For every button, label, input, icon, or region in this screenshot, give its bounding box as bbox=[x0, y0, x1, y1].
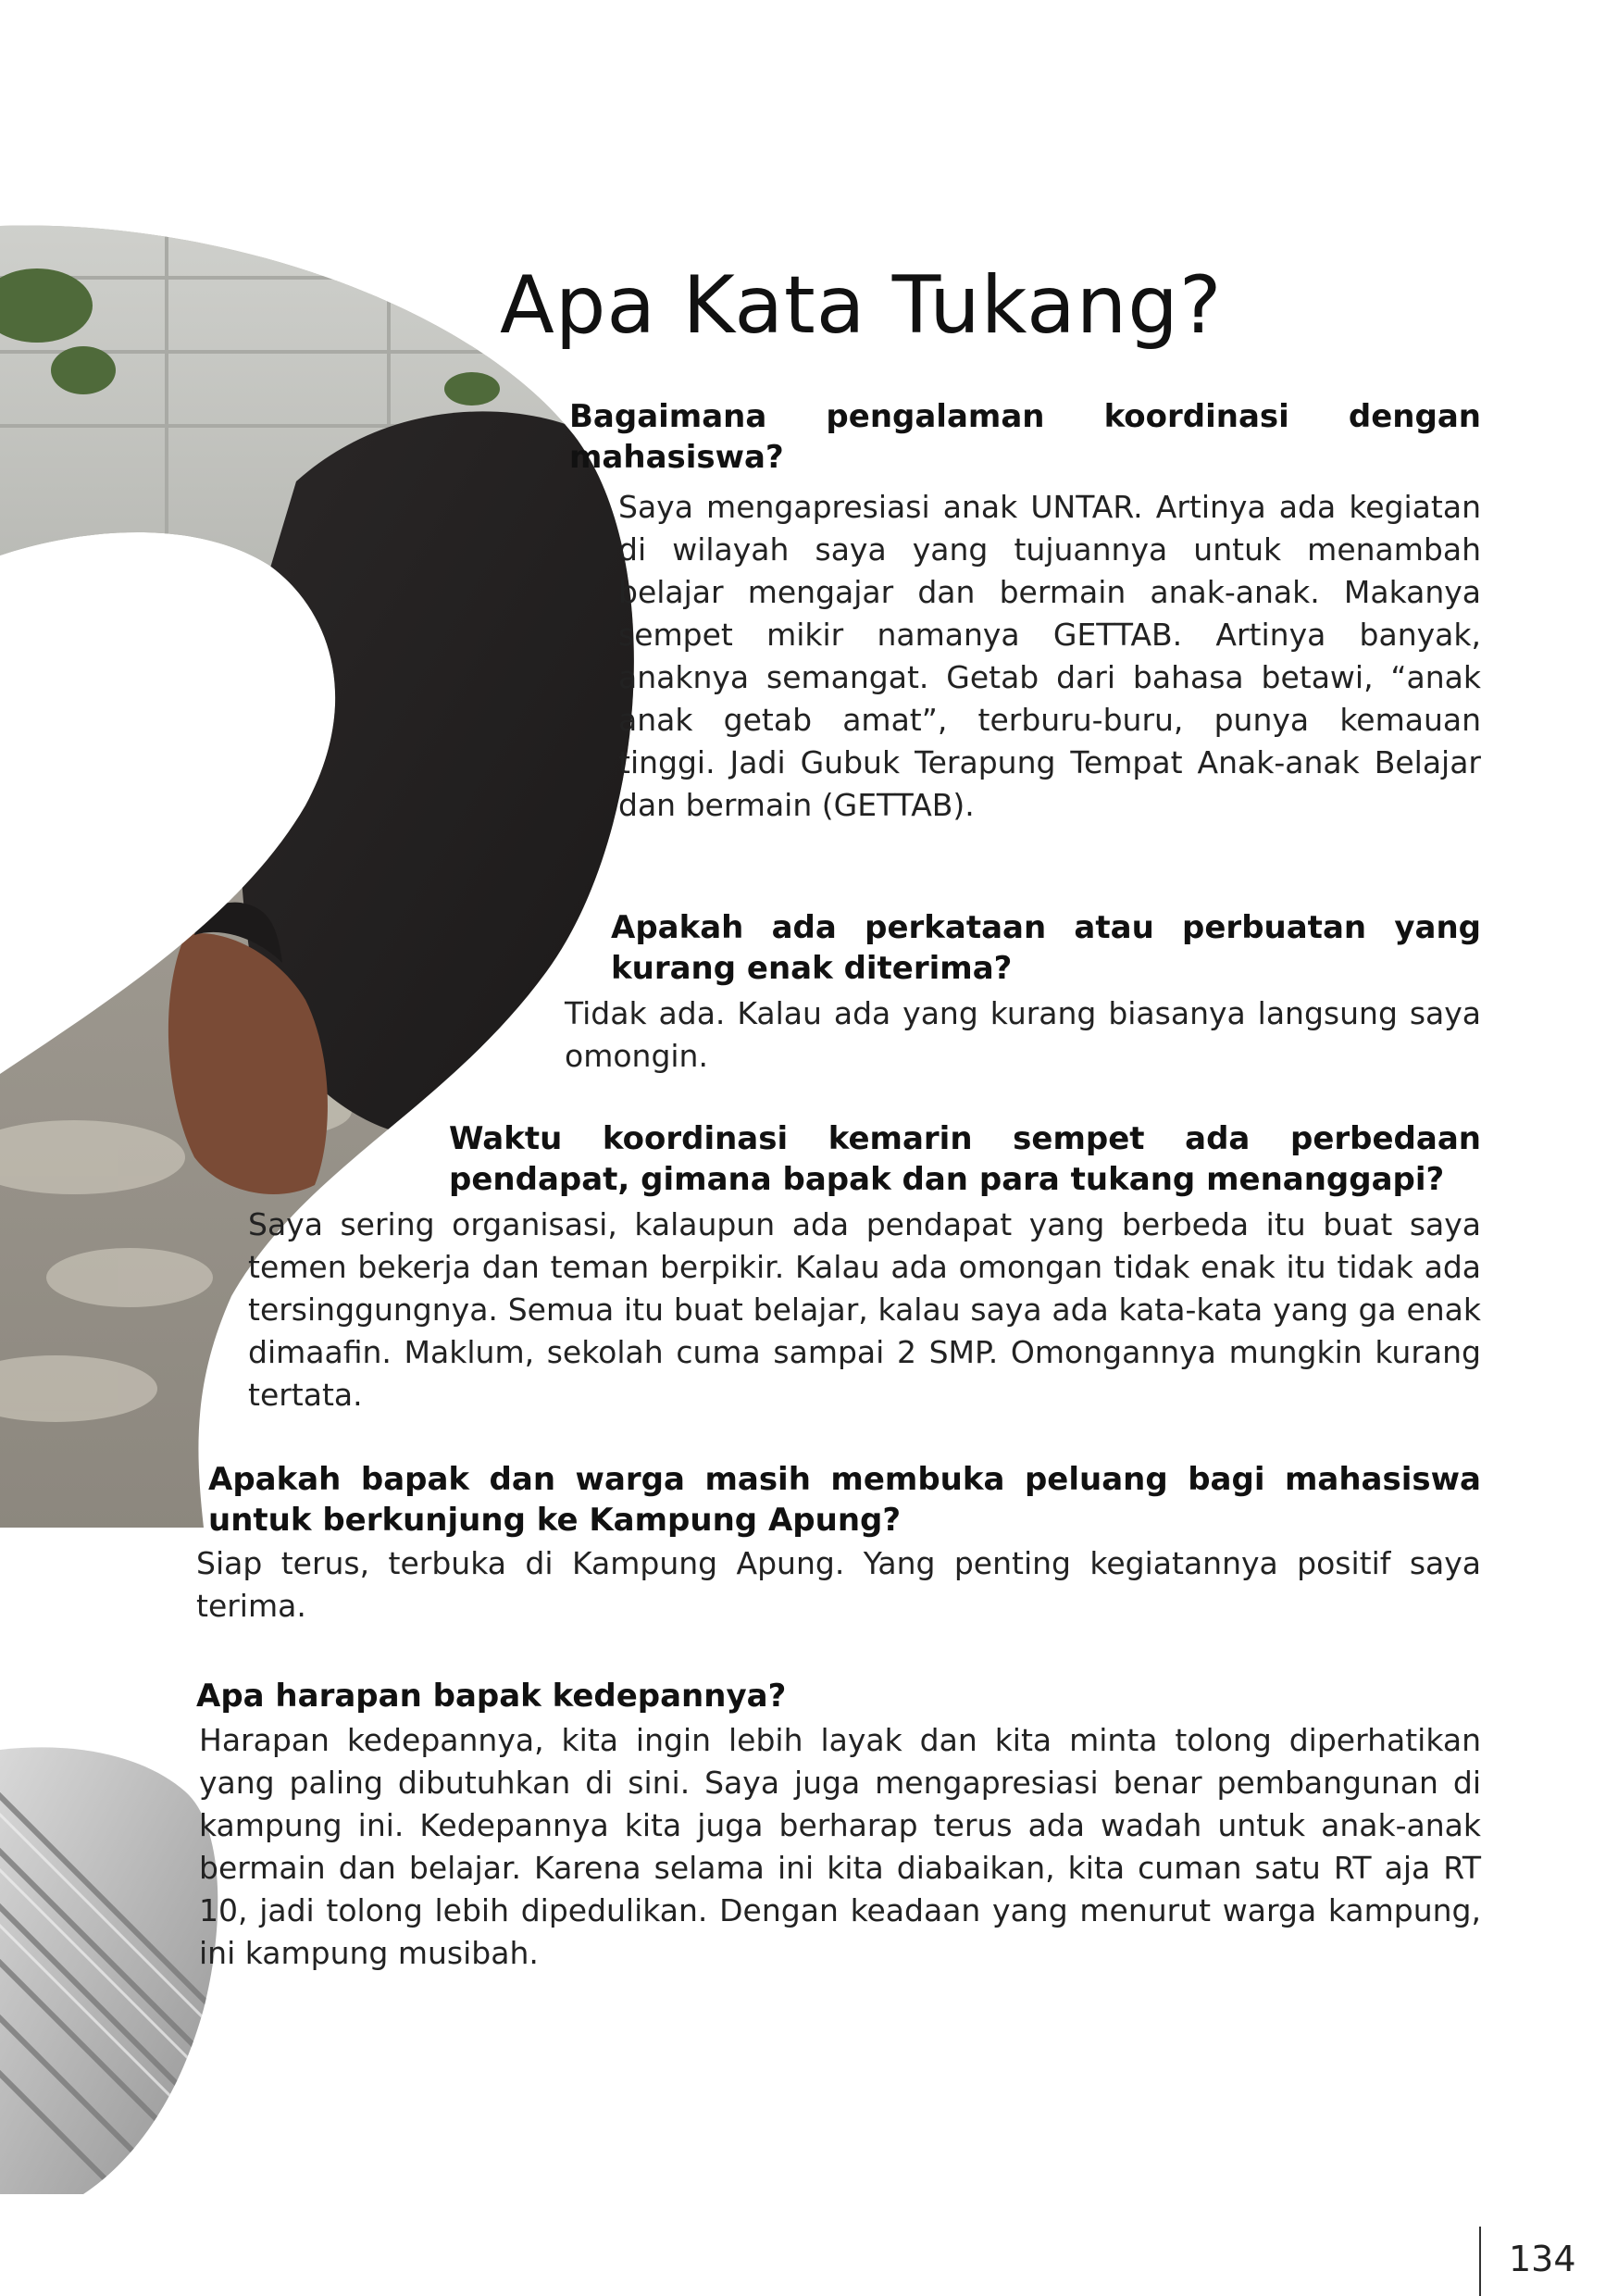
question-2: Apakah ada perkataan atau perbuatan yang kurang enak diterima? bbox=[611, 909, 1481, 987]
answer-1: Saya mengapresiasi anak UNTAR. Artinya ada kegiatan di wilayah saya yang tujuannya untuk menambah belajar mengajar dan bermain anak-anak. Makanya sempet mikir namanya GETTAB. Artinya banyak, anaknya semangat. Getab dari bahasa betawi, “anak anak getab amat”, terburu-buru, punya kemauan tinggi. Jadi Gubuk Terapung Tempat Anak-anak Belajar dan bermain (GETTAB). bbox=[618, 489, 1481, 823]
answer-3: Saya sering organisasi, kalaupun ada pendapat yang berbeda itu buat saya temen bekerja dan teman berpikir. Kalau ada omongan tidak enak itu tidak ada tersinggungnya. Semua itu buat belajar, kalau saya ada kata-kata yang ga enak dimaafin. Maklum, sekolah cuma sampai 2 SMP. Omongannya mungkin kurang tertata. bbox=[248, 1206, 1481, 1413]
question-1: Bagaimana pengalaman koordinasi dengan mahasiswa? bbox=[569, 398, 1481, 476]
question-4: Apakah bapak dan warga masih membuka peluang bagi mahasiswa untuk berkunjung ke Kampung Apung? bbox=[208, 1461, 1481, 1539]
question-5: Apa harapan bapak kedepannya? bbox=[196, 1678, 787, 1715]
answer-5: Harapan kedepannya, kita ingin lebih layak dan kita minta tolong diperhatikan yang paling dibutuhkan di sini. Saya juga mengapresiasi benar pembangunan di kampung ini. Kedepannya kita juga berharap terus ada wadah untuk anak-anak bermain dan belajar. Karena selama ini kita diabaikan, kita cuman satu RT aja RT 10, jadi tolong lebih dipedulikan. Dengan keadaan yang menurut warga kampung, ini kampung musibah. bbox=[199, 1722, 1481, 1971]
page-title: Apa Kata Tukang? bbox=[500, 259, 1223, 352]
answer-4: Siap terus, terbuka di Kampung Apung. Yang penting kegiatannya positif saya terima. bbox=[196, 1545, 1481, 1624]
page-number-divider bbox=[1479, 2227, 1481, 2296]
page-number: 134 bbox=[1509, 2239, 1576, 2279]
question-3: Waktu koordinasi kemarin sempet ada perbedaan pendapat, gimana bapak dan para tukang menanggapi? bbox=[449, 1120, 1481, 1198]
answer-2: Tidak ada. Kalau ada yang kurang biasanya langsung saya omongin. bbox=[565, 995, 1481, 1074]
